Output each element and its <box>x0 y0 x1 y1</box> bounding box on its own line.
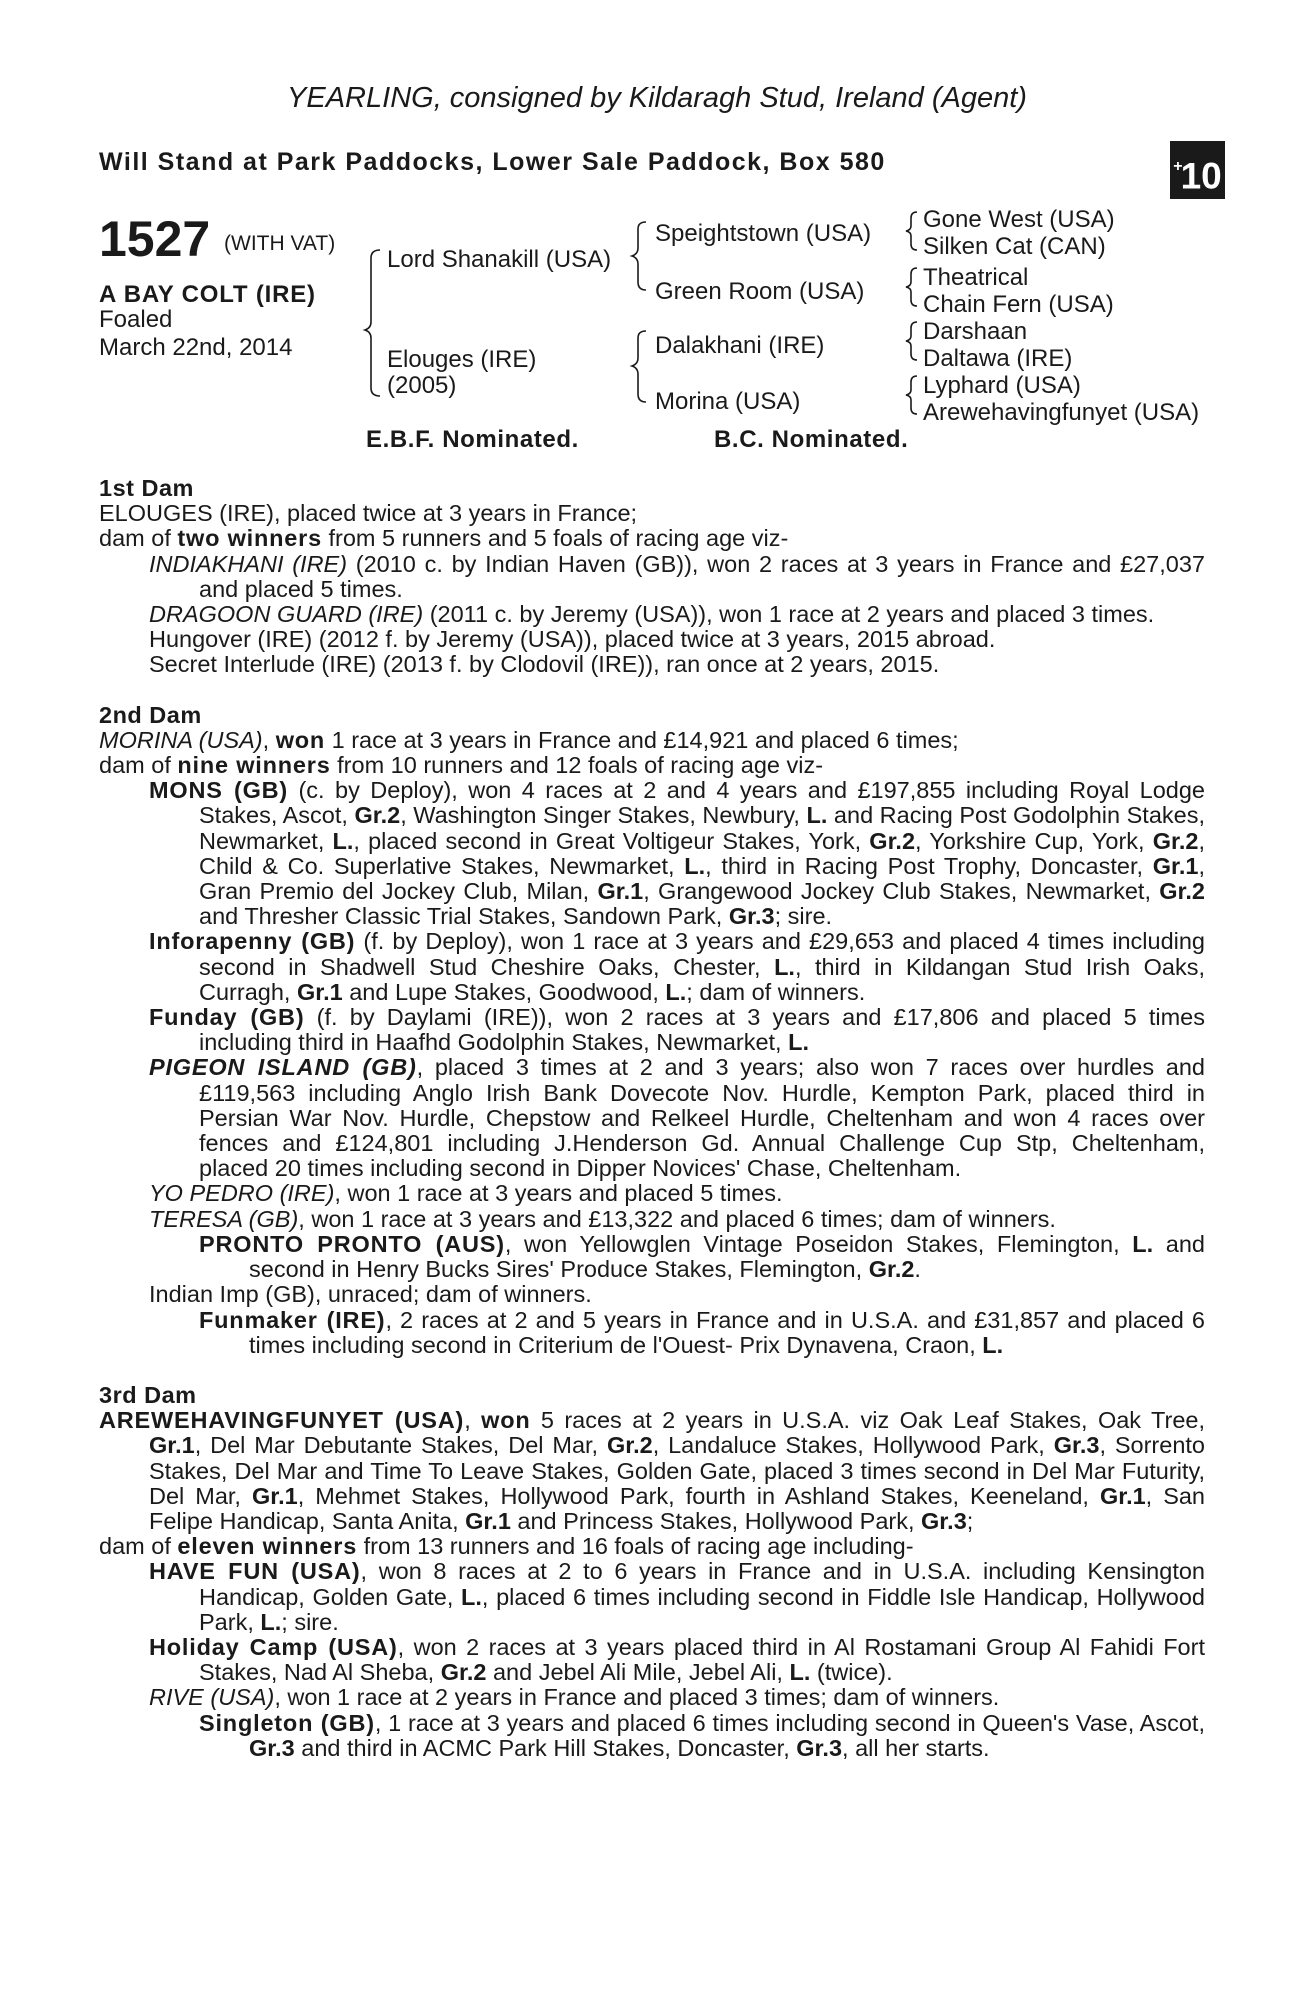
produce-singleton: Singleton (GB), 1 race at 3 years and placed 6 times including second in Queen's Vase, Ascot, Gr.3 and third in ACMC Park Hill Stakes, Doncaster, Gr.3, all her starts. <box>199 1709 1205 1761</box>
produce-teresa: TERESA (GB), won 1 race at 3 years and £13,322 and placed 6 times; dam of winners. <box>149 1205 1056 1232</box>
badge-number: 10 <box>1180 155 1222 197</box>
ancestor-8: Arewehavingfunyet (USA) <box>923 399 1200 426</box>
consignment-line: YEARLING, consigned by Kildaragh Stud, Ireland (Agent) <box>287 82 1027 114</box>
ancestor-4: Chain Fern (USA) <box>923 291 1114 318</box>
produce-mons: MONS (GB) (c. by Deploy), won 4 races at 2 and 4 years and £197,855 including Royal Lodge Stakes, Ascot, Gr.2, Washington Singer Stakes, Newbury, L. and Racing Post Godolphin Stakes, Newmarket, L., placed second in Great Voltigeur Stakes, York, Gr.2, Yorkshire Cup, York, Gr.2, Child & Co. Superlative Stakes, Newmarket, L., third in Racing Post Trophy, Doncaster, Gr.1, Gran Premio del Jockey Club, Milan, Gr.1, Grangewood Jockey Club Stakes, Newmarket, Gr.2 and Thresher Classic Trial Stakes, Sandown Park, Gr.3; sire. <box>149 777 1205 930</box>
dam3-title: 3rd Dam <box>99 1381 197 1408</box>
sire-name: Lord Shanakill (USA) <box>387 246 612 273</box>
lot-title: A BAY COLT (IRE) <box>99 281 316 308</box>
produce-inforapenny: Inforapenny (GB) (f. by Deploy), won 1 race at 3 years and £29,653 and placed 4 times including second in Shadwell Stud Cheshire Oaks, Chester, L., third in Kildangan Stud Irish Oaks, Curragh, Gr.1 and Lupe Stakes, Goodwood, L.; dam of winners. <box>149 928 1206 1005</box>
dam1-produce-2: DRAGOON GUARD (IRE) (2011 c. by Jeremy (USA)), won 1 race at 2 years and placed 3 times. <box>149 601 1155 628</box>
produce-funday: Funday (GB) (f. by Daylami (IRE)), won 2 races at 3 years and £17,806 and placed 5 times including third in Haafhd Godolphin Stakes, Newmarket, L. <box>149 1004 1205 1056</box>
ancestor-5: Darshaan <box>923 318 1028 345</box>
dam3-line1: AREWEHAVINGFUNYET (USA), won 5 races at 2 years in U.S.A. viz Oak Leaf Stakes, Oak Tree, Gr.1, Del Mar Debutante Stakes, Del Mar, Gr.2, Landaluce Stakes, Hollywood Park, Gr.3, Sorrento Stakes, Del Mar and Time To Leave Stakes, Golden Gate, placed 3 times second in Del Mar Futurity, Del Mar, Gr.1, Mehmet Stakes, Hollywood Park, fourth in Ashland Stakes, Keeneland, Gr.1, San Felipe Handicap, Santa Anita, Gr.1 and Princess Stakes, Hollywood Park, Gr.3; <box>99 1407 1206 1534</box>
ancestor-3: Theatrical <box>923 264 1029 291</box>
produce-funmaker: Funmaker (IRE), 2 races at 2 and 5 years in France and in U.S.A. and £31,857 and placed 6 times including second in Criterium de l'Ouest- Prix Dynavena, Craon, L. <box>199 1306 1205 1358</box>
ancestor-2: Silken Cat (CAN) <box>923 233 1106 260</box>
dam2-line2: dam of nine winners from 10 runners and 12 foals of racing age viz- <box>99 752 824 779</box>
dam2-title: 2nd Dam <box>99 701 202 728</box>
stand-location: Will Stand at Park Paddocks, Lower Sale Paddock, Box 580 <box>99 148 886 176</box>
dam-year: (2005) <box>387 372 457 399</box>
ancestor-1: Gone West (USA) <box>923 206 1115 233</box>
dam-sections <box>99 476 1205 1761</box>
produce-pronto-pronto: PRONTO PRONTO (AUS), won Yellowglen Vintage Poseidon Stakes, Flemington, L. and second in Henry Bucks Sires' Produce Stakes, Flemington, Gr.2. <box>199 1230 1205 1283</box>
sire-sire: Speightstown (USA) <box>655 220 872 247</box>
ancestor-6: Daltawa (IRE) <box>923 345 1073 372</box>
dam-sire: Dalakhani (IRE) <box>655 332 825 359</box>
produce-holiday-camp: Holiday Camp (USA), won 2 races at 3 years placed third in Al Rostamani Group Al Fahidi Fort Stakes, Nad Al Sheba, Gr.2 and Jebel Ali Mile, Jebel Ali, L. (twice). <box>149 1633 1205 1686</box>
lot-number: 1527 <box>99 211 211 267</box>
ebf-nominated: E.B.F. Nominated. <box>366 426 579 453</box>
bc-nominated: B.C. Nominated. <box>714 426 909 453</box>
vat-note: (WITH VAT) <box>224 232 336 255</box>
dam-name: Elouges (IRE) <box>387 346 537 373</box>
produce-yo-pedro: YO PEDRO (IRE), won 1 race at 3 years and placed 5 times. <box>149 1180 783 1207</box>
dam1-line2: dam of two winners from 5 runners and 5 foals of racing age viz- <box>99 525 789 552</box>
badge-mark: + <box>1173 158 1183 175</box>
dam1-produce-4: Secret Interlude (IRE) (2013 f. by Clodovil (IRE)), ran once at 2 years, 2015. <box>149 651 940 678</box>
dam1-produce-3: Hungover (IRE) (2012 f. by Jeremy (USA)), placed twice at 3 years, 2015 abroad. <box>149 626 996 653</box>
dam-dam: Morina (USA) <box>655 388 801 415</box>
dam1-produce-1: INDIAKHANI (IRE) (2010 c. by Indian Haven (GB)), won 2 races at 3 years in France and £27,037 and placed 5 times. <box>149 550 1205 602</box>
produce-have-fun: HAVE FUN (USA), won 8 races at 2 to 6 years in France and in U.S.A. including Kensington Handicap, Golden Gate, L., placed 6 times including second in Fiddle Isle Handicap, Hollywood Park, L.; sire. <box>149 1558 1205 1635</box>
produce-indian-imp: Indian Imp (GB), unraced; dam of winners. <box>149 1281 592 1308</box>
produce-rive: RIVE (USA), won 1 race at 2 years in France and placed 3 times; dam of winners. <box>149 1684 1000 1711</box>
dam1-title: 1st Dam <box>99 475 194 501</box>
foaled-label: Foaled <box>99 306 173 333</box>
produce-pigeon-island: PIGEON ISLAND (GB), placed 3 times at 2 and 3 years; also won 7 races over hurdles and £119,563 including Anglo Irish Bank Dovecote Nov. Hurdle, Kempton Park, placed third in Persian War Nov. Hurdle, Chepstow and Relkeel Hurdle, Cheltenham and won 4 races over fences and £124,801 including J.Henderson Gd. Annual Challenge Cup Stp, Cheltenham, placed 20 times including second in Dipper Novices' Chase, Cheltenham. <box>149 1054 1205 1182</box>
dam2-line1: MORINA (USA), won 1 race at 3 years in France and £14,921 and placed 6 times; <box>99 726 959 753</box>
dam3-line2: dam of eleven winners from 13 runners and 16 foals of racing age including- <box>99 1533 914 1560</box>
ancestor-7: Lyphard (USA) <box>923 372 1081 399</box>
foaled-date: March 22nd, 2014 <box>99 334 293 361</box>
dam1-line1: ELOUGES (IRE), placed twice at 3 years in France; <box>99 500 638 527</box>
sire-dam: Green Room (USA) <box>655 278 865 305</box>
